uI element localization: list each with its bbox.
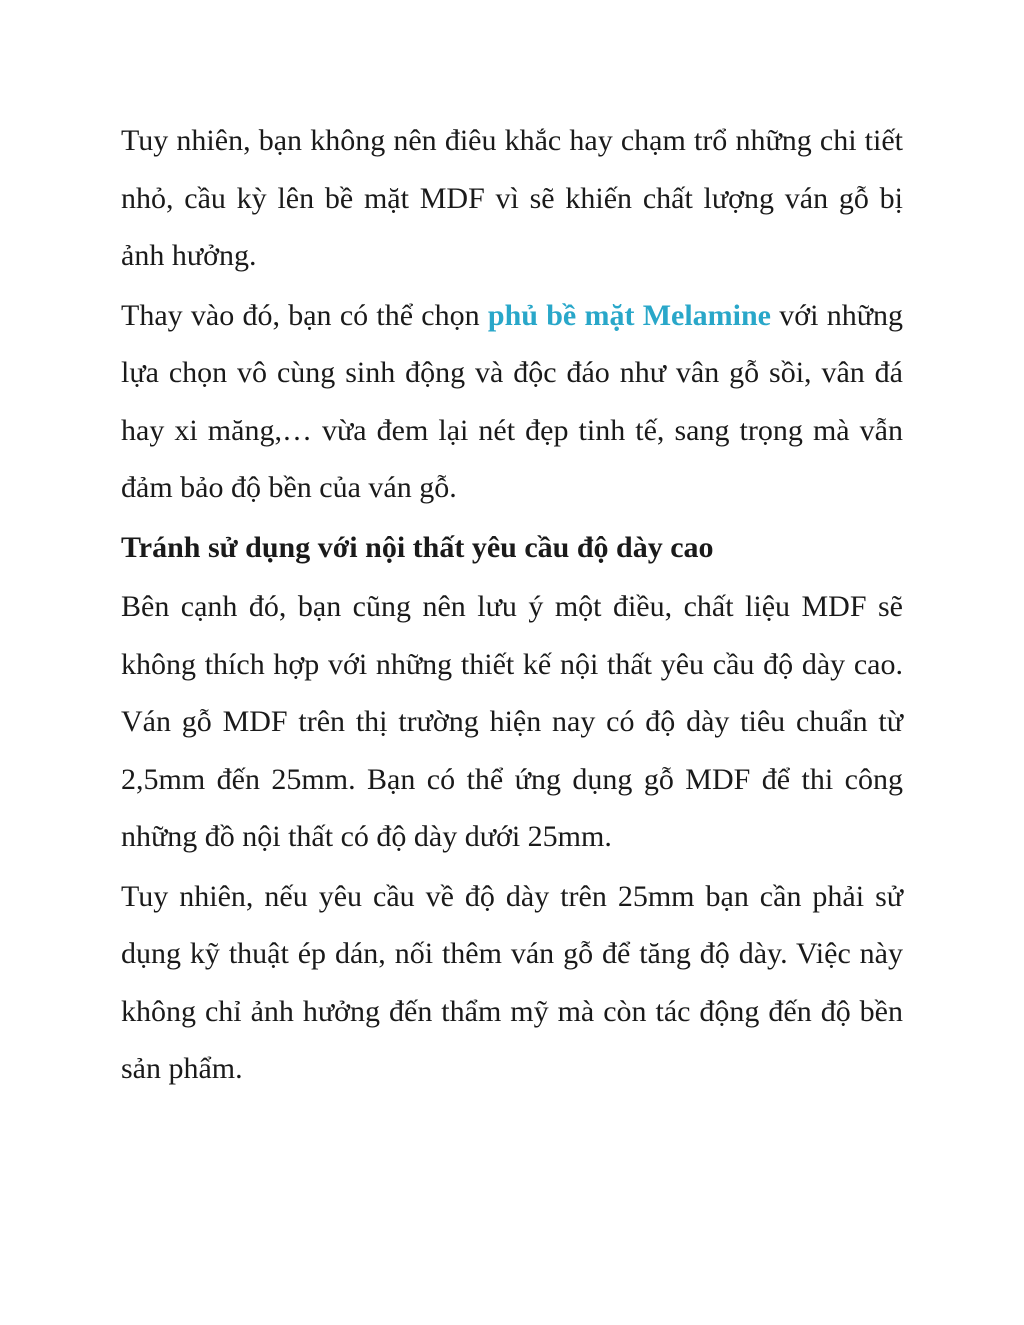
paragraph-thickness-limits: Bên cạnh đó, bạn cũng nên lưu ý một điều, chất liệu MDF sẽ không thích hợp với những thiết kế nội thất yêu cầu độ dày cao. Ván gỗ MDF trên thị trường hiện nay có độ dày tiêu chuẩn từ 2,5mm đến 25mm. Bạn có thể ứng dụng gỗ MDF để thi công những đồ nội thất có độ dày dưới 25mm.	[121, 590, 903, 853]
paragraph-thickness-techniques: Tuy nhiên, nếu yêu cầu về độ dày trên 25mm bạn cần phải sử dụng kỹ thuật ép dán, nối thêm ván gỗ để tăng độ dày. Việc này không chỉ ảnh hưởng đến thẩm mỹ mà còn tác động đến độ bền sản phẩm.	[121, 879, 903, 1085]
paragraph-carving-warning: Tuy nhiên, bạn không nên điêu khắc hay chạm trổ những chi tiết nhỏ, cầu kỳ lên bề mặt MDF vì sẽ khiến chất lượng ván gỗ bị ảnh hưởng.	[121, 124, 903, 272]
paragraph-text-before-link: Thay vào đó, bạn có thể chọn	[121, 298, 488, 332]
section-heading: Tránh sử dụng với nội thất yêu cầu độ dày cao	[121, 530, 714, 564]
paragraph-melamine-suggestion	[121, 287, 903, 517]
paragraph-text-after-link: với những lựa chọn vô cùng sinh động và độc đáo như vân gỗ sồi, vân đá hay xi măng,… vừa đem lại nét đẹp tinh tế, sang trọng mà vẫn đảm bảo độ bền của ván gỗ.	[121, 298, 903, 504]
document-page	[121, 112, 903, 1098]
melamine-link[interactable]: phủ bề mặt Melamine	[487, 298, 772, 332]
